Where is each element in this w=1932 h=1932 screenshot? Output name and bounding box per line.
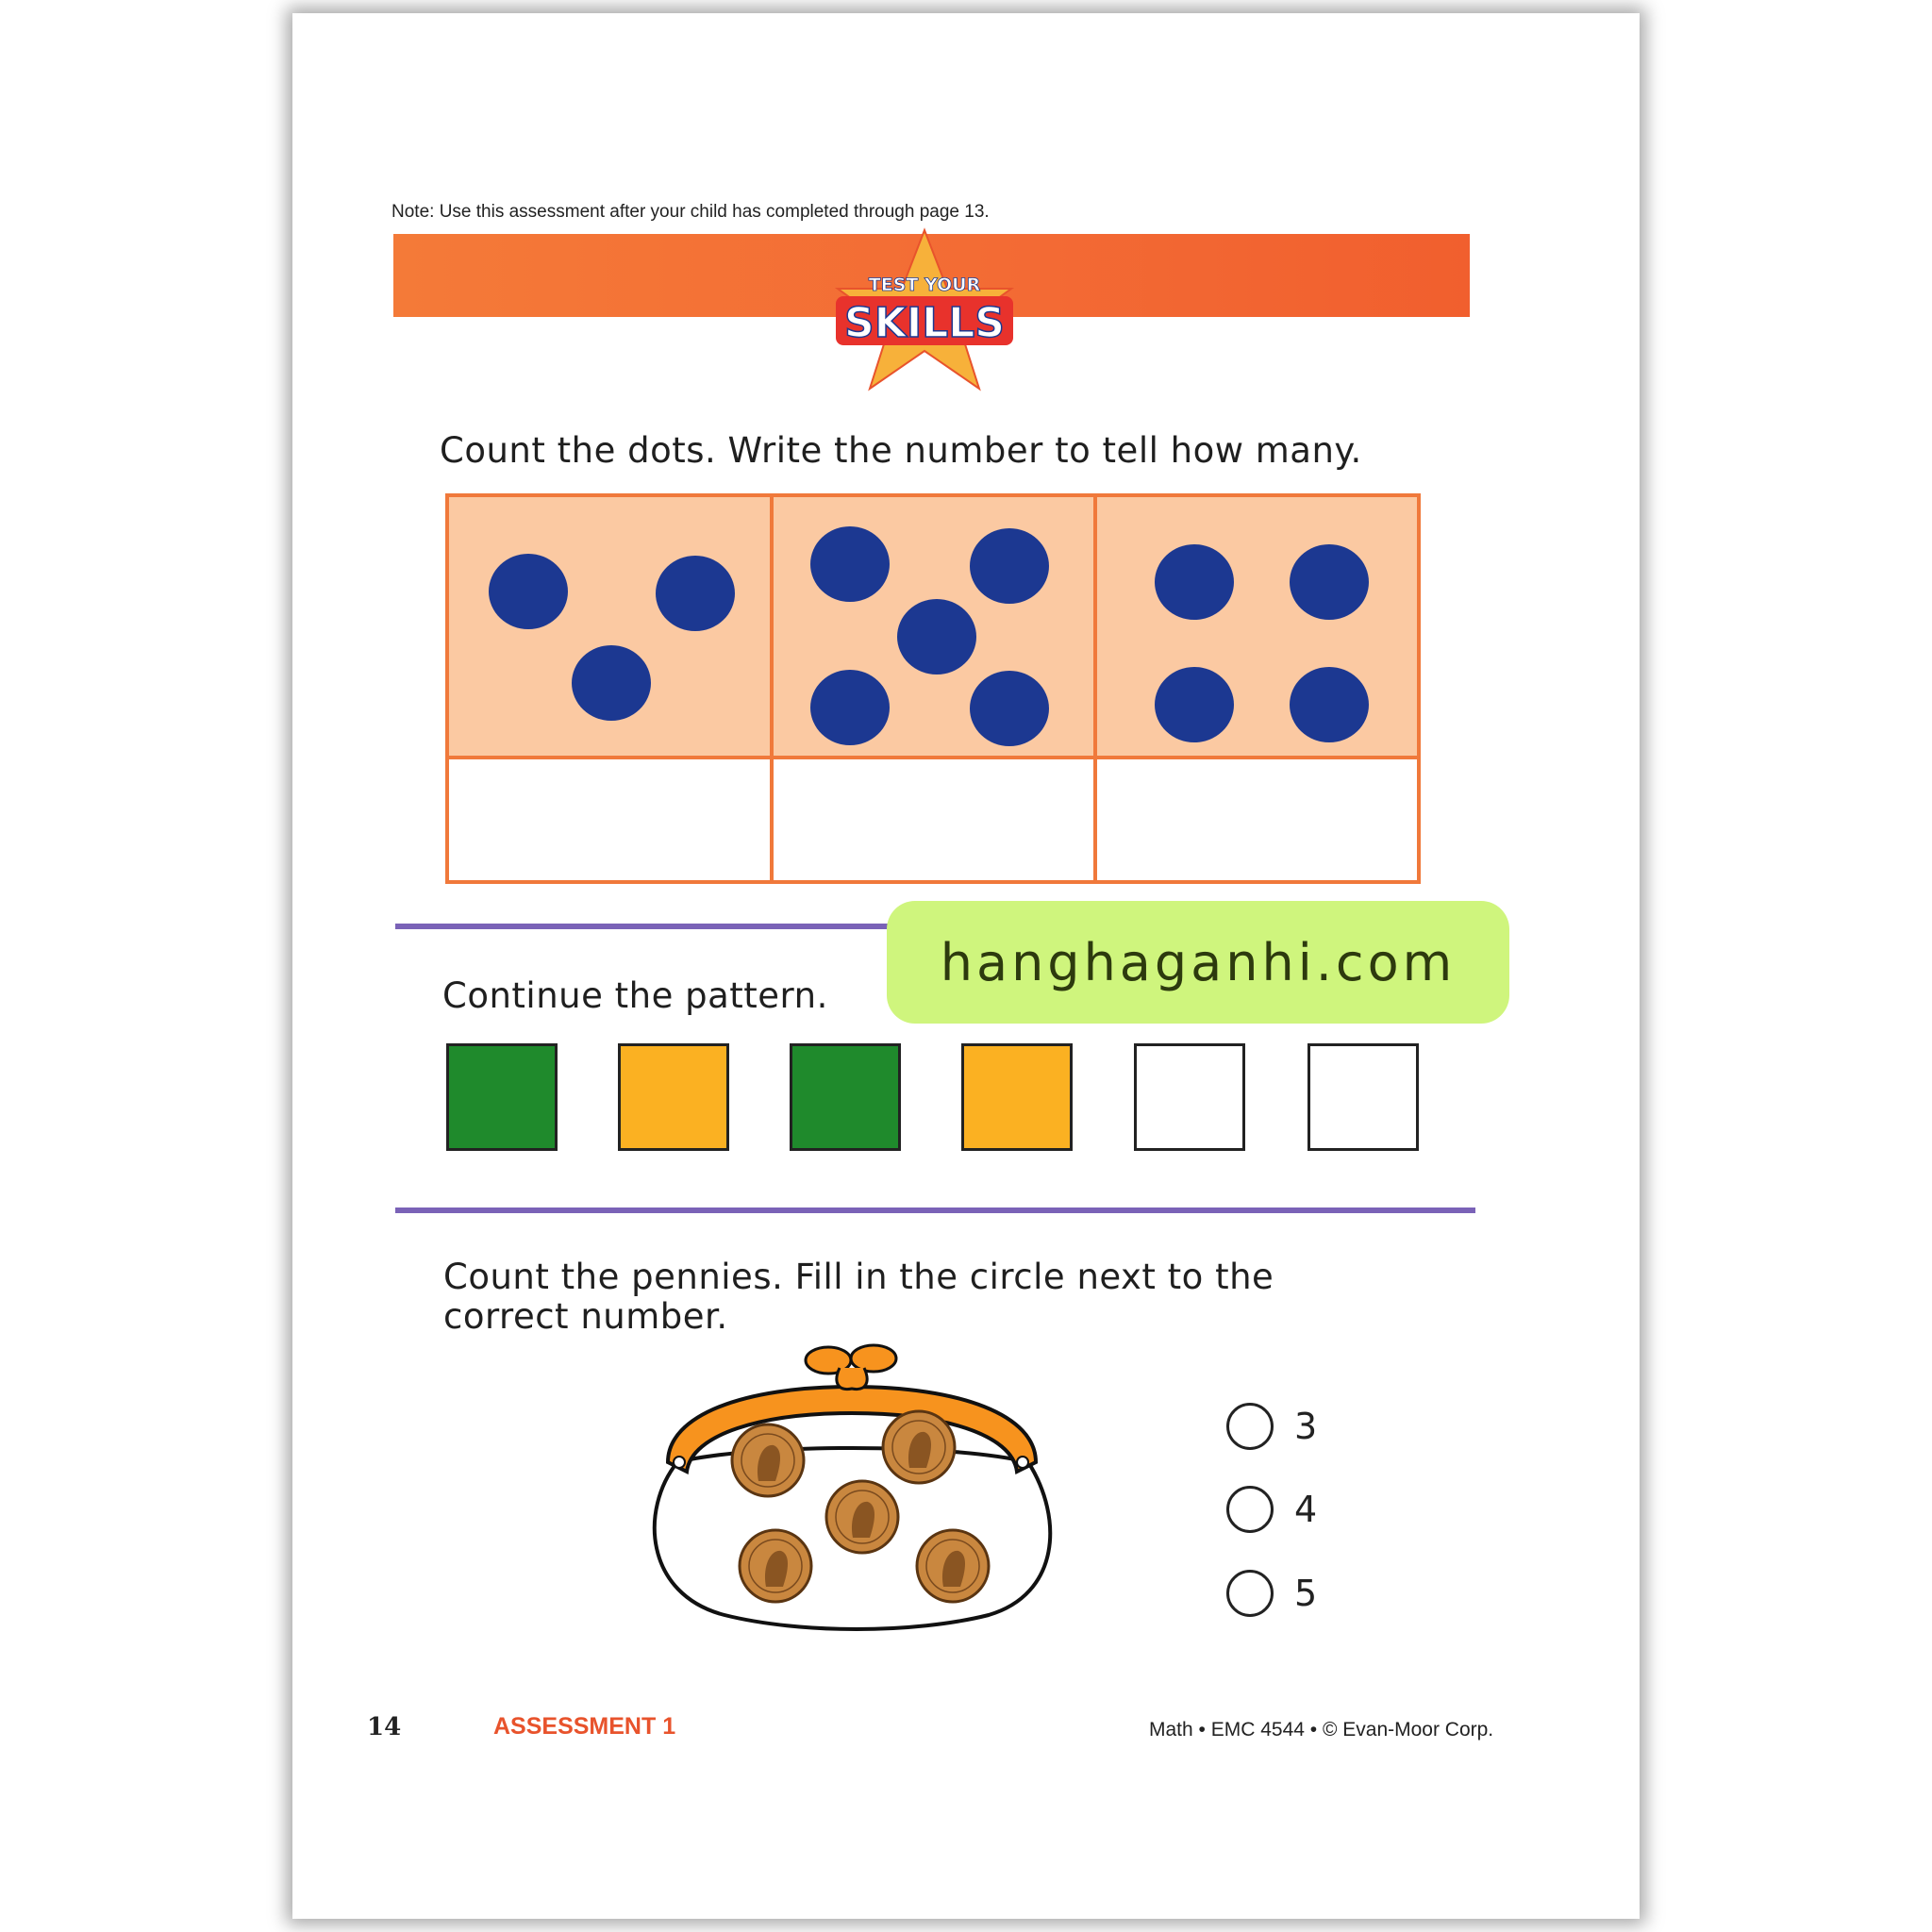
penny-option-4[interactable] xyxy=(1226,1483,1317,1536)
page-number: 14 xyxy=(367,1713,402,1741)
dot xyxy=(1290,667,1369,742)
dot-box-three xyxy=(449,497,774,759)
penny-option-3[interactable] xyxy=(1226,1400,1317,1453)
pattern-square-orange xyxy=(618,1043,729,1151)
answer-box-1[interactable] xyxy=(449,759,774,880)
answer-box-2[interactable] xyxy=(774,759,1097,880)
dot xyxy=(572,645,651,721)
radio-circle[interactable] xyxy=(1226,1403,1274,1450)
dots-instruction: Count the dots. Write the number to tell how many. xyxy=(440,430,1362,471)
dot-box-five xyxy=(774,497,1097,759)
radio-circle[interactable] xyxy=(1226,1570,1274,1617)
badge-main-text: SKILLS xyxy=(844,299,1005,347)
dot xyxy=(970,528,1049,604)
assessment-label: ASSESSMENT 1 xyxy=(493,1713,676,1740)
dot-count-table xyxy=(445,493,1421,884)
dot xyxy=(810,526,890,602)
usage-note: Note: Use this assessment after your child has completed through page 13. xyxy=(391,202,990,222)
dot xyxy=(656,556,735,631)
pattern-square-green xyxy=(446,1043,558,1151)
dot xyxy=(810,670,890,745)
dot xyxy=(1155,544,1234,620)
watermark xyxy=(887,901,1509,1024)
pattern-square-orange xyxy=(961,1043,1073,1151)
dot xyxy=(970,671,1049,746)
pennies-instruction-line1: Count the pennies. Fill in the circle next to the xyxy=(443,1257,1274,1297)
penny-icon xyxy=(826,1481,898,1553)
dot xyxy=(1155,667,1234,742)
pattern-square-blank[interactable] xyxy=(1307,1043,1419,1151)
dot xyxy=(489,554,568,629)
test-your-skills-badge xyxy=(830,226,1019,401)
copyright-text: Math • EMC 4544 • © Evan-Moor Corp. xyxy=(1149,1719,1494,1740)
dot-box-four xyxy=(1097,497,1417,759)
pattern-instruction: Continue the pattern. xyxy=(442,975,828,1016)
option-label: 3 xyxy=(1294,1406,1318,1447)
answer-box-3[interactable] xyxy=(1097,759,1417,880)
clasp-knob-right xyxy=(851,1345,896,1372)
watermark-text: hanghaganhi.com xyxy=(940,932,1457,992)
option-label: 4 xyxy=(1294,1489,1318,1530)
coin-purse-illustration xyxy=(640,1340,1064,1632)
option-label: 5 xyxy=(1294,1573,1318,1614)
penny-option-5[interactable] xyxy=(1226,1567,1317,1620)
pattern-square-green xyxy=(790,1043,901,1151)
penny-icon xyxy=(917,1530,989,1602)
pennies-instruction xyxy=(443,1257,1274,1337)
section-divider xyxy=(395,1208,1475,1213)
pennies-instruction-line2: correct number. xyxy=(443,1296,728,1337)
penny-icon xyxy=(883,1411,955,1483)
radio-circle[interactable] xyxy=(1226,1486,1274,1533)
penny-icon xyxy=(732,1424,804,1496)
badge-top-text: TEST YOUR xyxy=(868,275,981,295)
dot xyxy=(1290,544,1369,620)
penny-icon xyxy=(740,1530,811,1602)
pattern-square-blank[interactable] xyxy=(1134,1043,1245,1151)
dot xyxy=(897,599,976,675)
